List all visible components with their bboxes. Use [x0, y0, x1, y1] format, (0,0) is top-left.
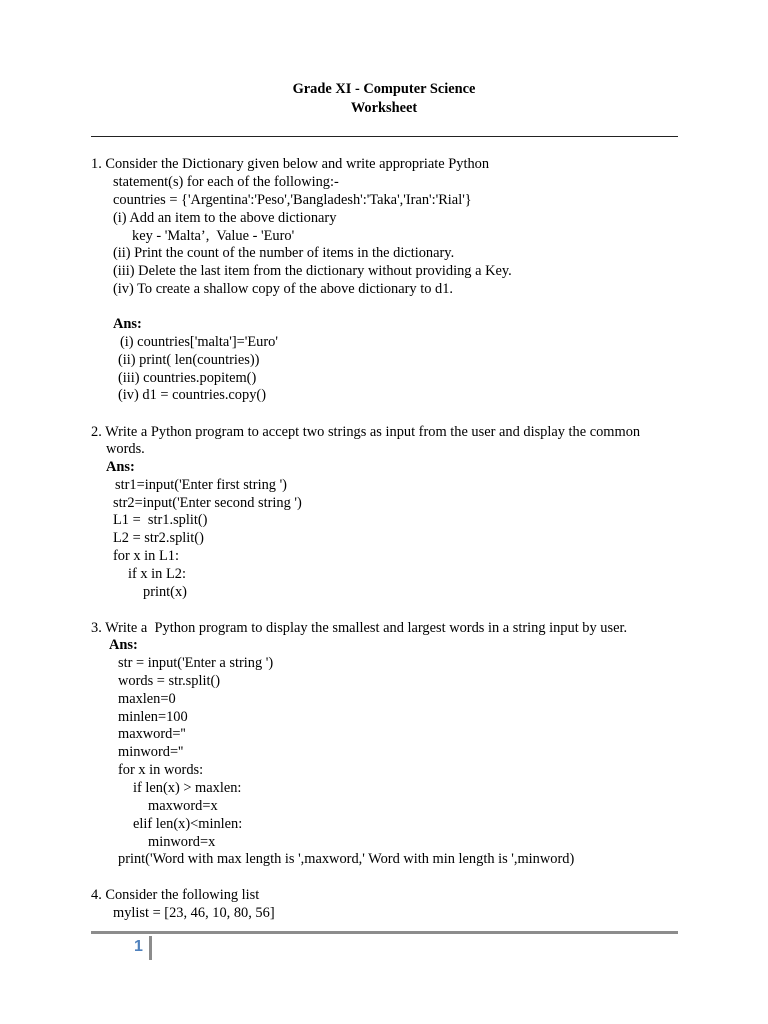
text-line: key - 'Malta’, Value - 'Euro' [132, 228, 295, 244]
answer-label: Ans: [109, 637, 138, 653]
text-line: (i) countries['malta']='Euro' [120, 334, 278, 350]
answer-label: Ans: [113, 316, 142, 332]
text-line: minlen=100 [118, 709, 188, 725]
text-line: minword=x [148, 834, 216, 850]
text-line: maxlen=0 [118, 691, 176, 707]
text-line: 3. Write a Python program to display the smallest and largest words in a string input by user. [91, 620, 628, 636]
text-line: words. [106, 441, 145, 457]
text-line: minword='' [118, 744, 184, 760]
text-line: L1 = str1.split() [113, 512, 208, 528]
page-number-bar [149, 936, 152, 960]
text-line: (iv) To create a shallow copy of the above dictionary to d1. [113, 281, 453, 297]
text-line: print('Word with max length is ',maxword,' Word with min length is ',minword) [118, 851, 575, 867]
text-line: L2 = str2.split() [113, 530, 204, 546]
text-line: 1. Consider the Dictionary given below and write appropriate Python [91, 156, 490, 172]
footer-divider [91, 931, 678, 934]
header-divider [91, 136, 678, 137]
text-line: words = str.split() [118, 673, 221, 689]
text-line: 2. Write a Python program to accept two strings as input from the user and display the common [91, 424, 641, 440]
text-line: statement(s) for each of the following:- [113, 174, 339, 190]
text-line: for x in words: [118, 762, 204, 778]
text-line: countries = {'Argentina':'Peso','Bangladesh':'Taka','Iran':'Rial'} [113, 192, 472, 208]
answer-label: Ans: [106, 459, 135, 475]
text-line: elif len(x)<minlen: [133, 816, 243, 832]
document-subtitle: Worksheet [350, 100, 418, 116]
text-line: (i) Add an item to the above dictionary [113, 210, 337, 226]
text-line: (ii) Print the count of the number of items in the dictionary. [113, 245, 455, 261]
page-number: 1 [134, 938, 143, 955]
text-line: (iii) countries.popitem() [118, 370, 257, 386]
text-line: maxword=x [148, 798, 218, 814]
text-line: mylist = [23, 46, 10, 80, 56] [113, 905, 275, 921]
text-line: str1=input('Enter first string ') [115, 477, 287, 493]
text-line: if len(x) > maxlen: [133, 780, 242, 796]
text-line: for x in L1: [113, 548, 179, 564]
text-line: print(x) [143, 584, 187, 600]
text-line: 4. Consider the following list [91, 887, 260, 903]
text-line: maxword='' [118, 726, 186, 742]
text-line: (iv) d1 = countries.copy() [118, 387, 266, 403]
text-line: (iii) Delete the last item from the dictionary without providing a Key. [113, 263, 512, 279]
document-title: Grade XI - Computer Science [292, 81, 476, 97]
text-line: (ii) print( len(countries)) [118, 352, 260, 368]
text-line: str = input('Enter a string ') [118, 655, 274, 671]
text-line: str2=input('Enter second string ') [113, 495, 302, 511]
text-line: if x in L2: [128, 566, 186, 582]
